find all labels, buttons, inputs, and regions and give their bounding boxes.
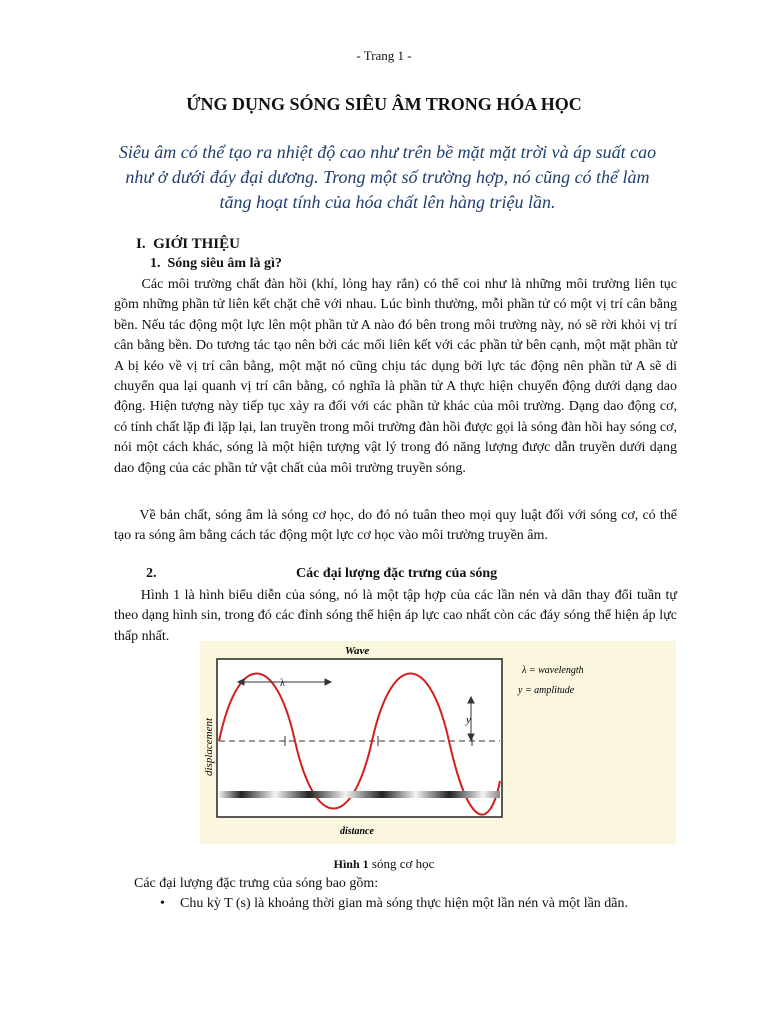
wave-figure: [200, 641, 676, 844]
paragraph-text: Các môi trường chất đàn hồi (khí, lỏng hay rắn) có thể coi như là những môi trường liên tục gồm những phần tử liên kết chặt chẽ với nhau. Lúc bình thường, mỗi phần tử có một vị trí cân bằng bền. Nếu tác động một lực lên một phần tử A nào đó bên trong môi trường này, nó sẽ rời khỏi vị trí cân bằng bền. Do tương tác tạo nên bởi các mối liên kết với các phần tử bên cạnh, một mặt phần tử A bị kéo về vị trí cân bằng, một mặt nó cũng chịu tác dụng bởi lực tác động nên phần tử A sẽ di chuyển qua lại quanh vị trí cân bằng, có nghĩa là phần tử A thực hiện chuyển động dưới dạng dao động. Hiện tượng này tiếp tục xảy ra đối với các phần tử khác của môi trường. Dạng dao động cơ, có tính chất lặp đi lặp lại, lan truyền trong môi trường đàn hồi được gọi là sóng đàn hồi hay sóng cơ, nói một cách khác, sóng là một hiện tượng vật lý trong đó năng lượng được dẫn truyền dưới dạng dao động của các phần tử vật chất của môi trường truyền sóng.: [114, 277, 678, 476]
y-label: y: [466, 714, 471, 726]
section-title: GIỚI THIỆU: [153, 236, 240, 252]
bullet-dot-icon: •: [160, 896, 165, 911]
y-axis-label: displacement: [203, 717, 215, 776]
lambda-label: λ: [280, 678, 285, 689]
legend-amplitude: y = amplitude: [518, 685, 575, 696]
subsection-number: 1.: [150, 256, 161, 271]
paragraph-text: Hình 1 là hình biểu diễn của sóng, nó là một tập hợp của các lần nén và dãn thay đổi tuần tự theo dạng hình sin, trong đó các đỉnh sóng thể hiện áp lực cao nhất còn các đáy sóng thể hiện áp lực thấp nhất.: [114, 588, 678, 644]
paragraph-1: [114, 275, 677, 479]
legend-wavelength: λ = wavelength: [522, 665, 584, 676]
abstract: Siêu âm có thể tạo ra nhiệt độ cao như trên bề mặt mặt trời và áp suất cao như ở dưới đáy đại dương. Trong một số trường hợp, nó cũng có thể làm tăng hoạt tính của hóa chất lên hàng triệu lần.: [118, 142, 657, 212]
paragraph-4: Các đại lượng đặc trưng của sóng bao gồm:: [134, 876, 379, 891]
subsection-heading-1: [150, 256, 282, 272]
wave-diagram: [200, 641, 676, 844]
x-axis-label: distance: [340, 826, 374, 837]
section-number: I.: [136, 236, 146, 252]
caption-text: sóng cơ học: [368, 856, 435, 871]
page-header: - Trang 1 -: [356, 48, 412, 63]
subsection-title: Sóng siêu âm là gì?: [167, 256, 282, 271]
figure-caption: [0, 856, 768, 872]
section-heading: [136, 236, 240, 253]
paragraph-text: Về bản chất, sóng âm là sóng cơ học, do đó nó tuân theo mọi quy luật đối với sóng cơ, có thể tạo ra sóng âm bằng cách tác động một lực cơ học vào môi trường truyền âm.: [114, 508, 678, 544]
subsection-heading-2: [146, 566, 566, 582]
subsection-title: Các đại lượng đặc trưng của sóng: [296, 566, 498, 581]
caption-label: Hình 1: [333, 857, 369, 871]
compression-band: [219, 791, 500, 798]
figure-title: Wave: [345, 645, 370, 657]
subsection-number: 2.: [146, 566, 157, 581]
paragraph-3: [114, 586, 677, 647]
paragraph-2: [114, 506, 677, 547]
bullet-text: Chu kỳ T (s) là khoảng thời gian mà sóng thực hiện một lần nén và một lần dãn.: [180, 896, 629, 911]
document-title: ỨNG DỤNG SÓNG SIÊU ÂM TRONG HÓA HỌC: [186, 94, 582, 114]
